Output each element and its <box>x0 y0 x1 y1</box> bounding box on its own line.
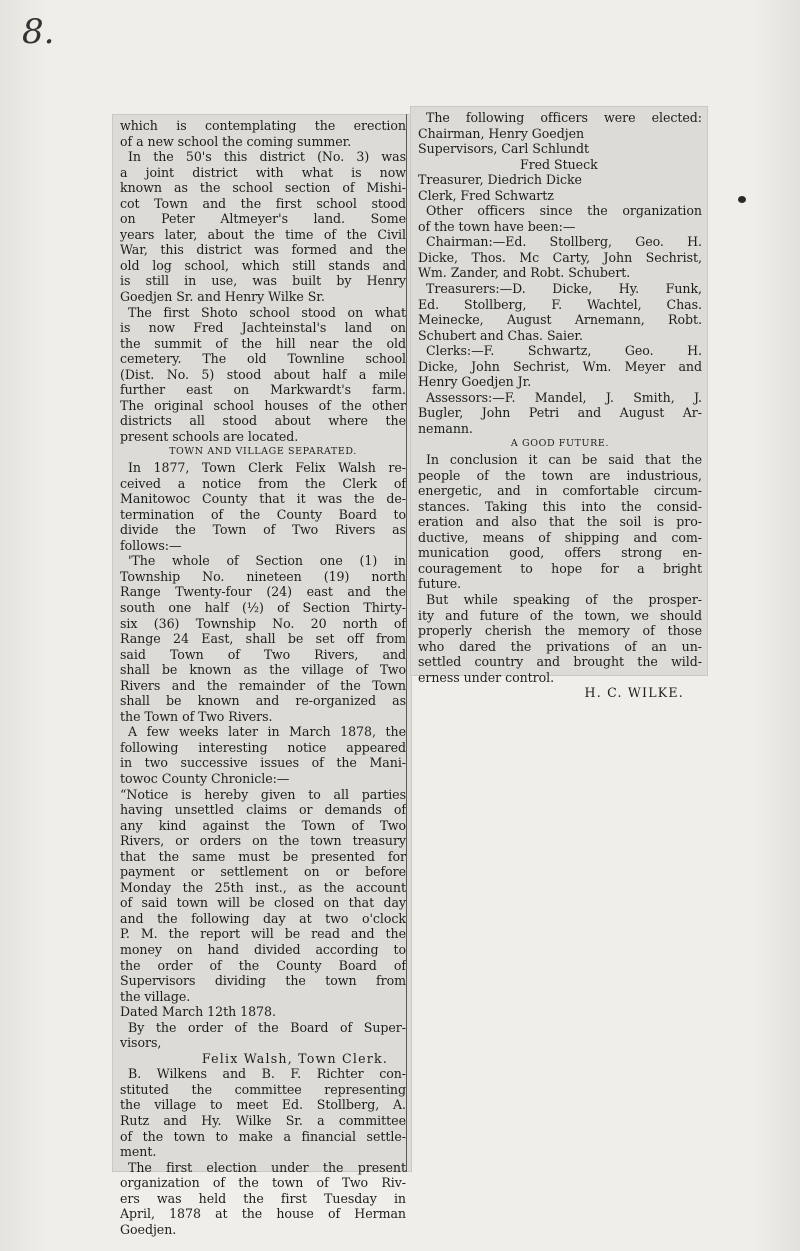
text-line: Rivers, or orders on the town treasury <box>120 833 406 849</box>
text-line: cot Town and the first school stood <box>120 195 406 211</box>
text-line: stituted the committee representing <box>120 1081 406 1097</box>
text-line: of said town will be closed on that day <box>120 895 406 911</box>
text-line: ers was held the first Tuesday in <box>120 1190 406 1206</box>
text-line: Fred Stueck <box>520 156 598 172</box>
text-line: the order of the County Board of <box>120 957 406 973</box>
text-line: Treasurer, Diedrich Dicke <box>418 172 582 188</box>
text-line: a joint district with what is now <box>120 164 406 180</box>
text-line: the Town of Two Rivers. <box>120 708 273 724</box>
text-line: Range 24 East, shall be set off from <box>120 631 406 647</box>
text-line: April, 1878 at the house of Herman <box>120 1206 406 1222</box>
text-line: Range Twenty-four (24) east and the <box>120 584 406 600</box>
text-line: of the town have been:— <box>418 218 576 234</box>
text-line: and the following day at two o'clock <box>120 910 406 926</box>
text-line: Wm. Zander, and Robt. Schubert. <box>418 265 631 281</box>
text-line: people of the town are industrious, <box>418 467 702 483</box>
text-line: the summit of the hill near the old <box>120 335 406 351</box>
text-line: In conclusion it can be said that the <box>426 452 702 468</box>
text-line: any kind against the Town of Two <box>120 817 406 833</box>
text-line: visors, <box>120 1035 162 1051</box>
text-line: which is contemplating the erection <box>120 118 406 133</box>
text-line: B. Wilkens and B. F. Richter con- <box>128 1066 406 1082</box>
text-line: The first election under the present <box>128 1159 406 1175</box>
text-line: towoc County Chronicle:— <box>120 770 290 786</box>
text-line: of a new school the coming summer. <box>120 133 352 149</box>
text-line: nemann. <box>418 420 473 436</box>
text-line: Schubert and Chas. Saier. <box>418 327 583 343</box>
text-line: stances. Taking this into the consid- <box>418 498 702 514</box>
text-line: Rivers and the remainder of the Town <box>120 677 406 693</box>
text-line: Chairman, Henry Goedjen <box>418 125 585 141</box>
text-line: In 1877, Town Clerk Felix Walsh re- <box>128 460 406 476</box>
signature-line: Felix Walsh, Town Clerk. <box>201 1050 388 1066</box>
text-line: Goedjen. <box>120 1221 177 1237</box>
text-line: In the 50's this district (No. 3) was <box>128 149 406 165</box>
text-line: A few weeks later in March 1878, the <box>128 724 406 740</box>
text-line: Monday the 25th inst., as the account <box>120 879 406 895</box>
text-line: The following officers were elected: <box>426 110 702 125</box>
text-line: the village. <box>120 988 191 1004</box>
text-line: P. M. the report will be read and the <box>120 926 406 942</box>
text-line: divide the Town of Two Rivers as <box>120 522 406 538</box>
text-line: erness under control. <box>418 669 555 685</box>
text-line: Treasurers:—D. Dicke, Hy. Funk, <box>426 281 702 297</box>
text-line: in two successive issues of the Mani- <box>120 755 406 771</box>
text-line: properly cherish the memory of those <box>418 623 702 639</box>
text-line: shall be known and re-organized as <box>120 693 406 709</box>
text-line: on Peter Altmeyer's land. Some <box>120 211 406 227</box>
text-line: Dicke, John Sechrist, Wm. Meyer and <box>418 358 702 374</box>
text-line: The first Shoto school stood on what <box>128 304 406 320</box>
text-line: Supervisors, Carl Schlundt <box>418 141 590 157</box>
text-line: Manitowoc County that it was the de- <box>120 491 406 507</box>
text-line: south one half (½) of Section Thirty- <box>120 599 406 615</box>
text-line: By the order of the Board of Super- <box>128 1019 406 1035</box>
text-line: Dated March 12th 1878. <box>120 1004 276 1020</box>
text-line: Bugler, John Petri and August Ar- <box>418 405 702 421</box>
text-line: The original school houses of the other <box>120 397 406 413</box>
text-line: six (36) Township No. 20 north of <box>120 615 406 631</box>
text-line: years later, about the time of the Civil <box>120 226 406 242</box>
text-line: present schools are located. <box>120 428 299 444</box>
text-line: Assessors:—F. Mandel, J. Smith, J. <box>426 389 702 405</box>
text-line: is still in use, was built by Henry <box>120 273 406 289</box>
text-line: War, this district was formed and the <box>120 242 406 258</box>
text-line: shall be known as the village of Two <box>120 662 406 678</box>
text-line: of the town to make a financial settle- <box>120 1128 406 1144</box>
text-line: ity and future of the town, we should <box>418 607 702 623</box>
text-line: (Dist. No. 5) stood about half a mile <box>120 366 406 382</box>
text-line: money on hand divided according to <box>120 941 406 957</box>
signature-line: H. C. WILKE. <box>584 685 684 701</box>
text-line: ceived a notice from the Clerk of <box>120 475 406 491</box>
text-line: Chairman:—Ed. Stollberg, Geo. H. <box>426 234 702 250</box>
text-line: is now Fred Jachteinstal's land on <box>120 320 406 336</box>
text-line: having unsettled claims or demands of <box>120 802 406 818</box>
text-line: that the same must be presented for <box>120 848 406 864</box>
text-line: cemetery. The old Townline school <box>120 351 406 367</box>
text-line: payment or settlement on or before <box>120 864 406 880</box>
text-line: Supervisors dividing the town from <box>120 973 406 989</box>
column-rule <box>406 114 407 1172</box>
text-line: energetic, and in comfortable circum- <box>418 483 702 499</box>
text-line: old log school, which still stands and <box>120 257 406 273</box>
clipping-right-column <box>410 106 708 701</box>
text-line: Other officers since the organization <box>426 203 702 219</box>
text-line: Dicke, Thos. Mc Carty, John Sechrist, <box>418 249 702 265</box>
text-line: the village to meet Ed. Stollberg, A. <box>120 1097 406 1113</box>
section-heading: A GOOD FUTURE. <box>510 438 610 450</box>
text-line: Goedjen Sr. and Henry Wilke Sr. <box>120 289 325 305</box>
text-line: further east on Markwardt's farm. <box>120 382 406 398</box>
text-line: who dared the privations of an un- <box>418 638 702 654</box>
clipping-left-column <box>112 114 412 1237</box>
text-line: Clerks:—F. Schwartz, Geo. H. <box>426 343 702 359</box>
text-line: munication good, offers strong en- <box>418 545 702 561</box>
section-heading: TOWN AND VILLAGE SEPARATED. <box>169 446 357 458</box>
text-line: follows:— <box>120 537 182 553</box>
text-line: organization of the town of Two Riv- <box>120 1175 406 1191</box>
binding-hole <box>738 196 746 203</box>
text-line: districts all stood about where the <box>120 413 406 429</box>
text-line: couragement to hope for a bright <box>418 560 702 576</box>
text-line: future. <box>418 576 462 592</box>
text-line: termination of the County Board to <box>120 506 406 522</box>
text-line: “Notice is hereby given to all parties <box>120 786 406 802</box>
text-line: settled country and brought the wild- <box>418 654 702 670</box>
text-line: Ed. Stollberg, F. Wachtel, Chas. <box>418 296 702 312</box>
text-line: Rutz and Hy. Wilke Sr. a committee <box>120 1113 406 1128</box>
text-line: Township No. nineteen (19) north <box>120 568 406 584</box>
text-line: Clerk, Fred Schwartz <box>418 187 554 203</box>
text-line: following interesting notice appeared <box>120 739 406 755</box>
text-line: known as the school section of Mishi- <box>120 180 406 196</box>
text-line: said Town of Two Rivers, and <box>120 646 406 662</box>
text-line: 'The whole of Section one (1) in <box>128 553 406 569</box>
text-line: But while speaking of the prosper- <box>426 591 702 607</box>
text-line: ment. <box>120 1144 157 1160</box>
text-line: Henry Goedjen Jr. <box>418 374 532 390</box>
text-line: eration and also that the soil is pro- <box>418 514 702 530</box>
page-number: 8. <box>22 12 55 52</box>
text-line: Meinecke, August Arnemann, Robt. <box>418 312 702 328</box>
text-line: ductive, means of shipping and com- <box>418 529 702 545</box>
